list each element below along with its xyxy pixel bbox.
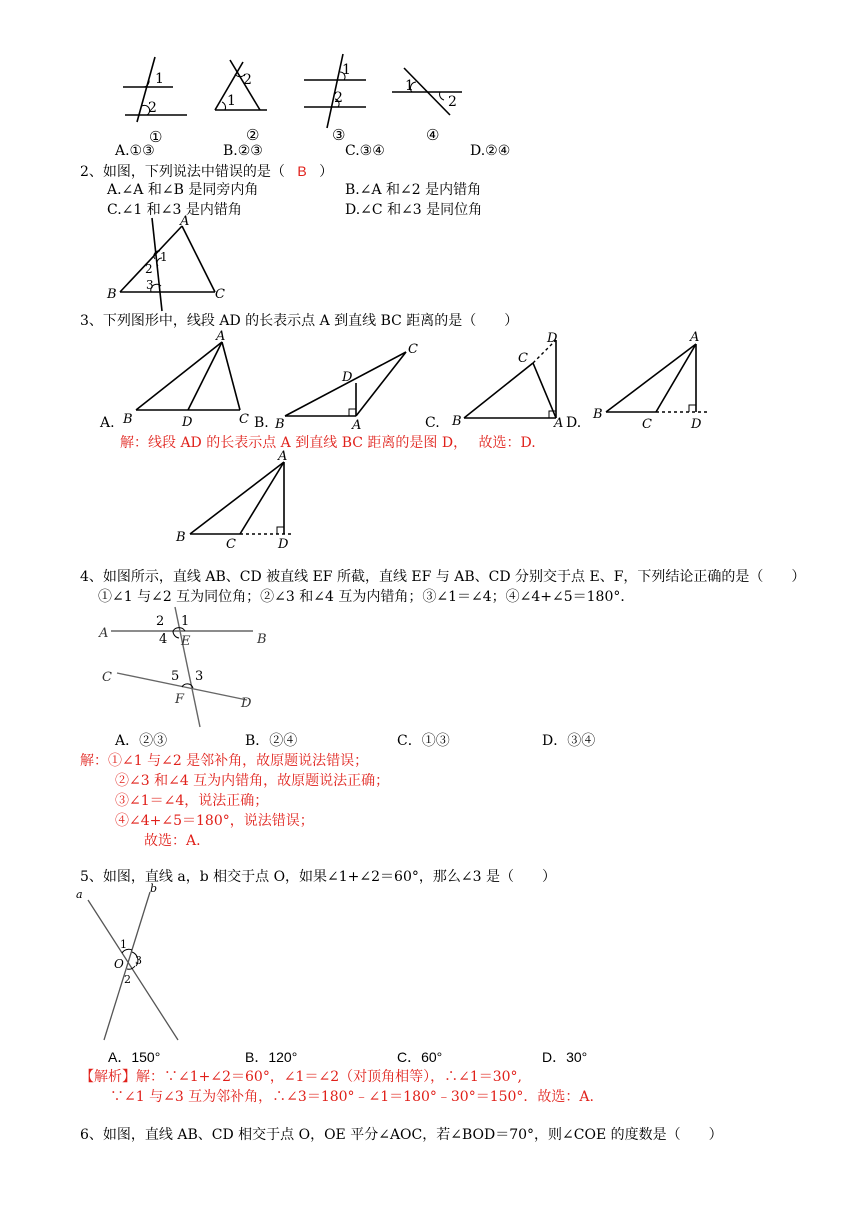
- sol-point-d: D: [278, 537, 289, 552]
- angle-2-label: 2: [448, 94, 457, 110]
- q3-figure-a: [118, 330, 258, 430]
- q3-figure-d: [588, 328, 718, 432]
- q3-solution-figure: [172, 448, 312, 552]
- q4-solution-line-3: ③∠1＝∠4，说法正确；: [115, 793, 269, 809]
- q1-figure-label-4: ④: [426, 126, 440, 144]
- angle-1-label: 1: [405, 78, 414, 94]
- q4-angle-5: 5: [171, 669, 180, 684]
- q4-solution-line-1: 解：①∠1 与∠2 是邻补角，故原题说法错误；: [80, 753, 369, 769]
- angle-1-label: 1: [155, 71, 164, 87]
- angle-2-label: 2: [243, 72, 252, 88]
- q4-figure: [95, 605, 275, 730]
- q4-angle-4: 4: [159, 632, 168, 647]
- q4-point-a: A: [99, 626, 109, 641]
- q3-option-c-label: C.: [425, 415, 440, 431]
- q3-option-b-label: B.: [254, 415, 269, 431]
- q3-figure-b: [270, 340, 430, 433]
- q1-option-a: A.①③: [115, 143, 155, 159]
- q6-stem: 6、如图，直线 AB、CD 相交于点 O，OE 平分∠AOC，若∠BOD＝70°，则∠COE 的度数是（ ）: [80, 1127, 723, 1143]
- q4-angle-3: 3: [195, 669, 204, 684]
- q2-stem: [80, 162, 333, 181]
- q2-option-b: B.∠A 和∠2 是内错角: [345, 182, 482, 198]
- q3d-point-d: D: [691, 417, 702, 432]
- q4-solution-line-5: 故选：A.: [144, 833, 201, 849]
- q5-stem: 5、如图，直线 a，b 相交于点 O，如果∠1+∠2＝60°，那么∠3 是（ ）: [80, 869, 556, 885]
- q2-stem-text: 2、如图，下列说法中错误的是（: [80, 164, 285, 180]
- q3d-point-c: C: [642, 417, 652, 432]
- q3a-point-b: B: [123, 412, 133, 427]
- q1-option-d: D.②④: [470, 143, 511, 159]
- q5-angle-1: 1: [120, 938, 127, 951]
- q5-angle-3: 3: [135, 954, 142, 967]
- q3-solution: 解：线段 AD 的长表示点 A 到直线 BC 距离的是图 D， 故选：D.: [120, 435, 536, 451]
- q2-option-d: D.∠C 和∠3 是同位角: [345, 202, 483, 218]
- q5-option-c: C．60°: [397, 1049, 443, 1065]
- q4-option-b: B．②④: [245, 733, 298, 749]
- angle-2-label: 2: [148, 100, 157, 116]
- q2-triangle-figure: [100, 214, 240, 314]
- q2-angle-3: 3: [146, 278, 154, 292]
- q5-solution-line-2: ∵∠1 与∠3 互为邻补角，∴∠3＝180°﹣∠1＝180°﹣30°＝150°．故选：A.: [110, 1089, 594, 1105]
- q4-point-e: E: [181, 634, 191, 649]
- q3a-point-a: A: [216, 329, 226, 344]
- q2-angle-1: 1: [160, 250, 168, 264]
- q5-point-o: O: [114, 957, 124, 971]
- q1-option-c: C.③④: [345, 143, 385, 159]
- q4-option-d: D．③④: [542, 733, 596, 749]
- q4-solution-line-2: ②∠3 和∠4 互为内错角，故原题说法正确；: [115, 773, 390, 789]
- q1-figure-1: [115, 52, 195, 127]
- q3b-point-b: B: [275, 417, 285, 432]
- q2-point-a: A: [180, 214, 190, 229]
- q1-figure-2: [205, 52, 280, 127]
- q5-solution-line-1: 【解析】解：∵∠1+∠2＝60°，∠1＝∠2（对顶角相等），∴∠1＝30°,: [80, 1069, 522, 1085]
- q2-point-c: C: [215, 287, 225, 302]
- q1-figure-label-3: ③: [332, 126, 346, 144]
- q3c-point-a: A: [554, 416, 564, 431]
- q3d-point-a: A: [690, 330, 700, 345]
- q4-point-b: B: [257, 632, 267, 647]
- q4-option-c: C．①③: [397, 733, 450, 749]
- q5-option-b: B．120°: [245, 1049, 298, 1065]
- sol-point-a: A: [278, 449, 288, 464]
- q3-figure-c: [446, 328, 576, 431]
- q5-figure: [74, 884, 184, 1044]
- q4-point-f: F: [175, 692, 185, 707]
- q3d-point-b: B: [593, 407, 603, 422]
- q4-statements: ①∠1 与∠2 互为同位角；②∠3 和∠4 互为内错角；③∠1＝∠4；④∠4+∠5＝180°．: [98, 589, 635, 605]
- q1-figure-label-2: ②: [246, 126, 260, 144]
- q3-stem: 3、下列图形中，线段 AD 的长表示点 A 到直线 BC 距离的是（ ）: [80, 313, 519, 329]
- q3b-point-c: C: [408, 342, 418, 357]
- angle-1-label: 1: [227, 93, 236, 109]
- q3c-point-c: C: [518, 351, 528, 366]
- angle-1-label: 1: [342, 62, 351, 78]
- q5-option-a: A．150°: [108, 1049, 161, 1065]
- q3-option-a-label: A.: [100, 415, 115, 431]
- q4-stem: 4、如图所示，直线 AB、CD 被直线 EF 所截，直线 EF 与 AB、CD 分别交于点 E、F，下列结论正确的是（ ）: [80, 569, 806, 585]
- q3a-point-c: C: [239, 412, 249, 427]
- q3c-point-d: D: [547, 331, 558, 346]
- q3-option-d-label: D.: [566, 415, 582, 431]
- q3b-point-a: A: [352, 418, 362, 433]
- q4-option-a: A．②③: [115, 733, 168, 749]
- q5-line-b: b: [150, 882, 158, 895]
- sol-point-b: B: [176, 530, 186, 545]
- q2-stem-end: ）: [319, 164, 334, 180]
- q4-angle-1: 1: [181, 614, 190, 629]
- q1-option-b: B.②③: [223, 143, 263, 159]
- q3b-point-d: D: [342, 370, 353, 385]
- q4-solution-line-4: ④∠4+∠5＝180°，说法错误；: [115, 813, 314, 829]
- q4-angle-2: 2: [156, 614, 165, 629]
- angle-2-label: 2: [334, 90, 343, 106]
- q2-option-c: C.∠1 和∠3 是内错角: [107, 202, 242, 218]
- q5-option-d: D．30°: [542, 1049, 588, 1065]
- q1-figure-4: [392, 60, 472, 120]
- q2-point-b: B: [107, 287, 117, 302]
- q5-angle-2: 2: [124, 973, 131, 986]
- q2-answer: B: [297, 163, 307, 179]
- q4-point-d: D: [241, 696, 252, 711]
- q1-figure-label-1: ①: [149, 128, 163, 146]
- q3c-point-b: B: [452, 414, 462, 429]
- q1-figure-3: [300, 52, 380, 132]
- q2-angle-2: 2: [145, 262, 153, 276]
- q3a-point-d: D: [182, 415, 193, 430]
- q2-option-a: A.∠A 和∠B 是同旁内角: [107, 182, 259, 198]
- q4-point-c: C: [102, 670, 112, 685]
- q5-line-a: a: [76, 888, 83, 901]
- sol-point-c: C: [226, 537, 236, 552]
